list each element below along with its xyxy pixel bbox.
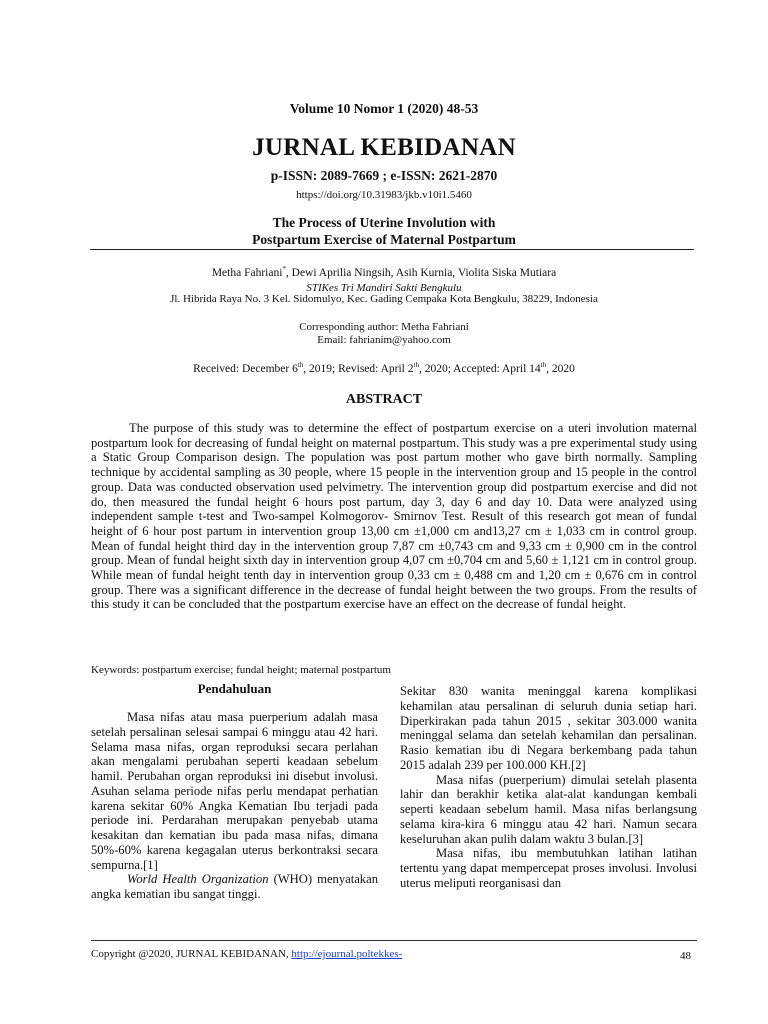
article-title [0,214,768,248]
article-dates [0,361,768,375]
left-paragraph-2 [91,872,378,902]
date-sup: th [540,361,547,369]
author-rest: , Dewi Aprilia Ningsih, Asih Kurnia, Violita Siska Mutiara [285,266,557,279]
title-divider [90,249,694,250]
journal-volume: Volume 10 Nomor 1 (2020) 48-53 [289,101,479,116]
footer-copyright [91,948,402,960]
right-paragraph-2: Masa nifas (puerperium) dimulai setelah plasenta lahir dan berakhir ketika alat-alat kandungan kembali seperti keadaan sebelum hamil. Masa nifas berlangsung selama kira-kira 6 minggu atau 42 hari. Namun secara keseluruhan akan pulih dalam waktu 3 bulan.[3] [400,772,697,846]
page-number: 48 [680,950,691,962]
date-revised: , 2019; Revised: April 2 [303,362,414,375]
abstract-text: The purpose of this study was to determine the effect of postpartum exercise on a uteri involution maternal postpartum look for decreasing of fundal height on maternal postpartum. This study was a pre experimental study using a Static Group Comparison design. The population was post partum mother who gave birth normally. Sampling technique by accidental sampling as 30 people, where 15 people in the intervention group and 15 people in the control group. Data was conducted observation used pelvimetry. The intervention group did postpartum exercise and did not do, then measured the fundal height 6 hours post partum, day 3, day 6 and day 10. Data were analyzed using independent sample t-test and Two-sampel Kolmogorov- Smirnov Test. Result of this research got mean of fundal height of 6 hour post partum in intervention group 13,00 cm ±1,000 cm and13,27 cm ± 1,033 cm in control group. Mean of fundal height third day in the intervention group 7,87 cm ±0,743 cm and 9,33 cm ± 0,900 cm in the control group. Mean of fundal height sixth day in intervention group 4,07 cm ±0,704 cm and 5,60 ± 1,121 cm in control group. While mean of fundal height tenth day in intervention group 0,33 cm ± 0,488 cm and 1,20 cm ± 0,676 cm in control group. There was a significant difference in the decrease of fundal height between the two groups. From the results of this study it can be concluded that the postpartum exercise have an effect on the decrease of fundal height. [91,421,697,612]
date-received: Received: December 6 [193,362,298,375]
left-column [91,710,378,902]
right-paragraph-3: Masa nifas, ibu membutuhkan latihan latihan tertentu yang dapat mempercepat proses involusi. Involusi uterus meliputi reorganisasi dan [400,846,697,890]
date-sup: th [297,361,304,369]
date-accepted: , 2020; Accepted: April 14 [418,362,541,375]
affiliation: STIKes Tri Mandiri Sakti Bengkulu [306,282,462,294]
corresponding-author: Corresponding author: Metha Fahriani [299,321,469,333]
left-paragraph-1: Masa nifas atau masa puerperium adalah masa setelah persalinan selesai sampai 6 minggu atau 42 hari. Selama masa nifas, organ reproduksi secara perlahan akan mengalami perubahan seperti keadaan sebelum hamil. Perubahan organ reproduksi ini disebut involusi. Asuhan selama periode nifas perlu mendapat perhatian karena sekitar 60% Angka Kematian Ibu terjadi pada periode ini. Perdarahan merupakan penyebab utama kesakitan dan kematian ibu pada masa nifas, dimana 50%-60% karena kegagalan uterus berkontraksi secara sempurna.[1] [91,710,378,872]
abstract-heading: ABSTRACT [345,392,423,407]
address: Jl. Hibrida Raya No. 3 Kel. Sidomulyo, Kec. Gading Cempaka Kota Bengkulu, 38229, Indonesia [170,293,598,305]
journal-issn: p-ISSN: 2089-7669 ; e-ISSN: 2621-2870 [270,168,498,183]
author-mark: * [282,265,286,273]
right-paragraph-1: Sekitar 830 wanita meninggal karena komplikasi kehamilan atau persalinan di seluruh dunia setiap hari. Diperkirakan pada tahun 2015 , sekitar 303.000 wanita meninggal selama dan setelah kehamilan dan persalinan. Rasio kematian ibu di Negara berkembang pada tahun 2015 adalah 239 per 100.000 KH.[2] [400,684,697,772]
section-heading: Pendahuluan [197,681,272,696]
date-sup: th [413,361,419,369]
right-column [400,684,697,891]
email[interactable]: Email: fahrianim@yahoo.com [317,334,451,346]
who-italic: World Health Organization [127,872,269,887]
footer-divider [91,940,697,941]
author-main: Metha Fahriani [211,266,283,279]
article-title-line2: Postpartum Exercise of Maternal Postpartum [252,232,516,247]
date-end: , 2020 [546,362,575,375]
doi-link[interactable]: https://doi.org/10.31983/jkb.v10i1.5460 [296,189,472,201]
journal-url-link[interactable]: http://ejournal.poltekkes- [291,948,403,960]
article-title-line1: The Process of Uterine Involution with [272,215,496,230]
author-list [0,265,768,279]
who-rest: (WHO) menyatakan angka kematian ibu sangat tinggi. [91,872,378,901]
keywords: Keywords: postpartum exercise; fundal height; maternal postpartum [91,664,391,676]
copyright-text: Copyright @2020, JURNAL KEBIDANAN, [91,948,292,960]
journal-title: JURNAL KEBIDANAN [252,134,516,161]
